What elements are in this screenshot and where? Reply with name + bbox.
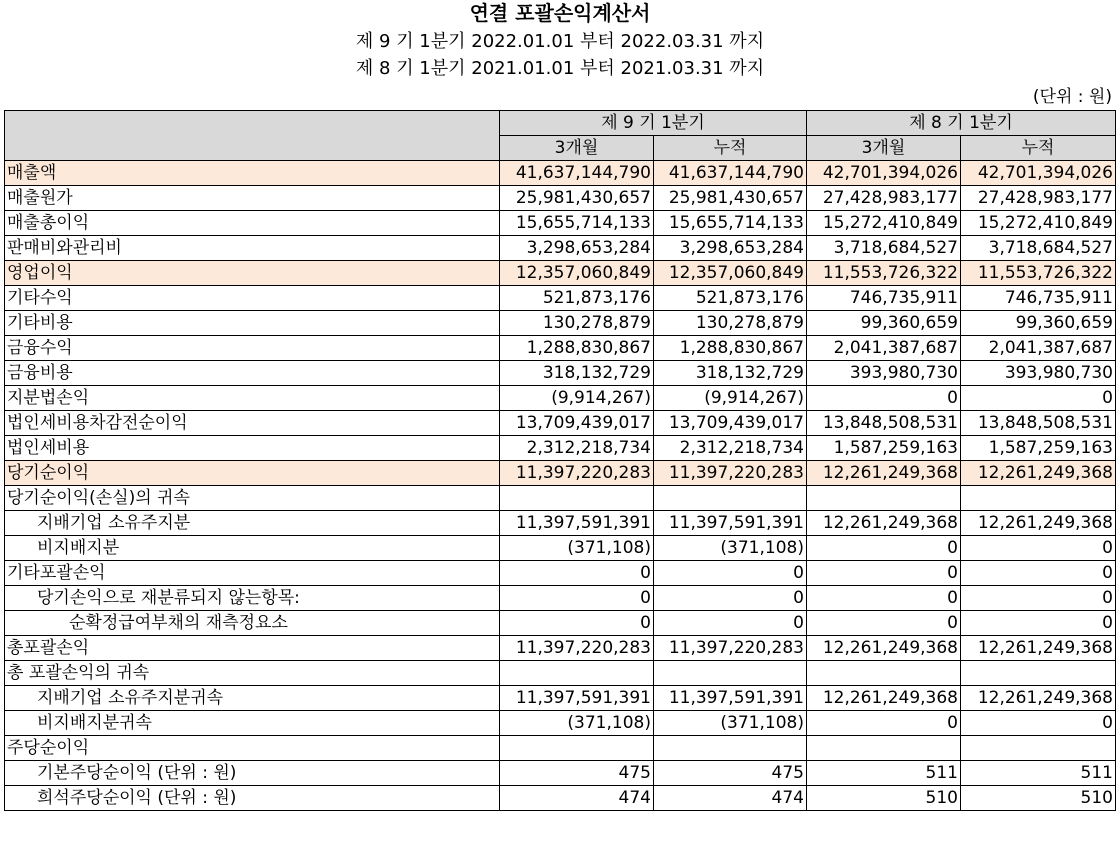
row-label: 매출원가 xyxy=(5,186,500,211)
cell-value: 510 xyxy=(807,786,961,811)
cell-value: 12,261,249,368 xyxy=(961,511,1116,536)
row-label: 주당순이익 xyxy=(5,736,500,761)
cell-value: 0 xyxy=(961,386,1116,411)
table-row xyxy=(5,736,1116,761)
table-row xyxy=(5,511,1116,536)
unit-label: (단위 : 원) xyxy=(1032,87,1112,107)
cell-value: 2,041,387,687 xyxy=(807,336,961,361)
cell-value: 393,980,730 xyxy=(807,361,961,386)
cell-value: 3,298,653,284 xyxy=(654,236,807,261)
cell-value: 2,312,218,734 xyxy=(500,436,654,461)
cell-value: 0 xyxy=(961,711,1116,736)
table-row xyxy=(5,686,1116,711)
row-label: 당기손익으로 재분류되지 않는항목: xyxy=(5,586,500,611)
header-row-groups xyxy=(5,111,1116,136)
table-row xyxy=(5,711,1116,736)
cell-value: 11,397,220,283 xyxy=(500,636,654,661)
cell-value: 0 xyxy=(654,561,807,586)
cell-value: (371,108) xyxy=(500,536,654,561)
cell-value: 12,261,249,368 xyxy=(807,461,961,486)
row-label: 총포괄손익 xyxy=(5,636,500,661)
cell-value: 0 xyxy=(807,536,961,561)
cell-value: 27,428,983,177 xyxy=(961,186,1116,211)
cell-value: 1,288,830,867 xyxy=(500,336,654,361)
cell-value xyxy=(807,661,961,686)
cell-value: 0 xyxy=(654,586,807,611)
cell-value: 42,701,394,026 xyxy=(961,161,1116,186)
cell-value xyxy=(654,661,807,686)
cell-value: 11,397,591,391 xyxy=(500,511,654,536)
table-row xyxy=(5,661,1116,686)
table-row xyxy=(5,336,1116,361)
table-row xyxy=(5,286,1116,311)
cell-value: 12,261,249,368 xyxy=(807,686,961,711)
table-row xyxy=(5,161,1116,186)
cell-value: 0 xyxy=(961,536,1116,561)
row-label: 지분법손익 xyxy=(5,386,500,411)
cell-value: 11,553,726,322 xyxy=(807,261,961,286)
cell-value: 13,848,508,531 xyxy=(807,411,961,436)
cell-value: 0 xyxy=(807,386,961,411)
table-row xyxy=(5,611,1116,636)
cell-value: 12,357,060,849 xyxy=(500,261,654,286)
cell-value: 521,873,176 xyxy=(654,286,807,311)
cell-value: 318,132,729 xyxy=(500,361,654,386)
cell-value: 511 xyxy=(807,761,961,786)
row-label: 기본주당순이익 (단위 : 원) xyxy=(5,761,500,786)
table-row xyxy=(5,386,1116,411)
row-label: 기타수익 xyxy=(5,286,500,311)
cell-value: 3,718,684,527 xyxy=(807,236,961,261)
statement-title: 연결 포괄손익계산서 xyxy=(469,1,651,25)
table-row xyxy=(5,636,1116,661)
table-row xyxy=(5,186,1116,211)
table-row xyxy=(5,236,1116,261)
cell-value: 12,261,249,368 xyxy=(961,686,1116,711)
cell-value: 25,981,430,657 xyxy=(500,186,654,211)
cell-value: 521,873,176 xyxy=(500,286,654,311)
cell-value: 2,041,387,687 xyxy=(961,336,1116,361)
cell-value: 15,655,714,133 xyxy=(500,211,654,236)
row-label: 당기순이익(손실)의 귀속 xyxy=(5,486,500,511)
cell-value: 41,637,144,790 xyxy=(654,161,807,186)
table-row xyxy=(5,461,1116,486)
cell-value: 0 xyxy=(807,711,961,736)
cell-value: 3,718,684,527 xyxy=(961,236,1116,261)
cell-value: 11,397,591,391 xyxy=(654,511,807,536)
cell-value: 0 xyxy=(961,611,1116,636)
row-label: 비지배지분 xyxy=(5,536,500,561)
cell-value: 12,261,249,368 xyxy=(961,636,1116,661)
cell-value: 2,312,218,734 xyxy=(654,436,807,461)
cell-value xyxy=(961,736,1116,761)
cell-value: 15,272,410,849 xyxy=(961,211,1116,236)
row-label: 매출총이익 xyxy=(5,211,500,236)
row-label: 지배기업 소유주지분귀속 xyxy=(5,686,500,711)
table-row xyxy=(5,411,1116,436)
cell-value: 99,360,659 xyxy=(807,311,961,336)
table-row xyxy=(5,761,1116,786)
cell-value: 318,132,729 xyxy=(654,361,807,386)
cell-value: 475 xyxy=(654,761,807,786)
table-row xyxy=(5,786,1116,811)
cell-value: (9,914,267) xyxy=(654,386,807,411)
cell-value: 1,587,259,163 xyxy=(961,436,1116,461)
cell-value: 11,553,726,322 xyxy=(961,261,1116,286)
row-label: 판매비와관리비 xyxy=(5,236,500,261)
cell-value: 746,735,911 xyxy=(807,286,961,311)
cell-value: 130,278,879 xyxy=(500,311,654,336)
cell-value: 27,428,983,177 xyxy=(807,186,961,211)
period-current: 제 9 기 1분기 2022.01.01 부터 2022.03.31 까지 xyxy=(355,31,765,52)
cell-value: 11,397,220,283 xyxy=(500,461,654,486)
table-row xyxy=(5,586,1116,611)
group-header-prior: 제 8 기 1분기 xyxy=(807,111,1116,136)
cell-value: 0 xyxy=(500,561,654,586)
cell-value: 12,261,249,368 xyxy=(807,636,961,661)
row-label: 법인세비용차감전순이익 xyxy=(5,411,500,436)
cell-value: 474 xyxy=(500,786,654,811)
cell-value: 0 xyxy=(807,586,961,611)
row-label: 기타비용 xyxy=(5,311,500,336)
cell-value: 15,272,410,849 xyxy=(807,211,961,236)
cell-value: 25,981,430,657 xyxy=(654,186,807,211)
cell-value xyxy=(807,736,961,761)
income-statement-table xyxy=(4,110,1116,811)
cell-value xyxy=(807,486,961,511)
row-label: 비지배지분귀속 xyxy=(5,711,500,736)
cell-value: 1,587,259,163 xyxy=(807,436,961,461)
cell-value: 474 xyxy=(654,786,807,811)
cell-value: 12,261,249,368 xyxy=(961,461,1116,486)
sub-header-prior-cum: 누적 xyxy=(961,136,1116,161)
cell-value: 12,261,249,368 xyxy=(807,511,961,536)
table-row xyxy=(5,436,1116,461)
table-row xyxy=(5,561,1116,586)
cell-value xyxy=(961,661,1116,686)
row-label: 금융수익 xyxy=(5,336,500,361)
cell-value: 99,360,659 xyxy=(961,311,1116,336)
table-row xyxy=(5,261,1116,286)
row-label: 순확정급여부채의 재측정요소 xyxy=(5,611,500,636)
table-row xyxy=(5,486,1116,511)
row-label: 기타포괄손익 xyxy=(5,561,500,586)
cell-value: 746,735,911 xyxy=(961,286,1116,311)
cell-value: 3,298,653,284 xyxy=(500,236,654,261)
group-header-current: 제 9 기 1분기 xyxy=(500,111,807,136)
cell-value: 13,848,508,531 xyxy=(961,411,1116,436)
cell-value xyxy=(500,486,654,511)
row-label: 금융비용 xyxy=(5,361,500,386)
cell-value xyxy=(500,661,654,686)
header-label-cell xyxy=(5,111,500,161)
cell-value xyxy=(654,736,807,761)
table-row xyxy=(5,211,1116,236)
cell-value: 11,397,591,391 xyxy=(654,686,807,711)
table-row xyxy=(5,311,1116,336)
cell-value: 0 xyxy=(961,586,1116,611)
cell-value: 511 xyxy=(961,761,1116,786)
cell-value: 130,278,879 xyxy=(654,311,807,336)
cell-value: 13,709,439,017 xyxy=(654,411,807,436)
cell-value: 11,397,591,391 xyxy=(500,686,654,711)
cell-value: 15,655,714,133 xyxy=(654,211,807,236)
sub-header-current-3m: 3개월 xyxy=(500,136,654,161)
sub-header-prior-3m: 3개월 xyxy=(807,136,961,161)
cell-value: 510 xyxy=(961,786,1116,811)
row-label: 지배기업 소유주지분 xyxy=(5,511,500,536)
row-label: 당기순이익 xyxy=(5,461,500,486)
table-row xyxy=(5,361,1116,386)
cell-value: (371,108) xyxy=(654,536,807,561)
cell-value: 393,980,730 xyxy=(961,361,1116,386)
period-prior: 제 8 기 1분기 2021.01.01 부터 2021.03.31 까지 xyxy=(355,58,765,79)
row-label: 매출액 xyxy=(5,161,500,186)
row-label: 법인세비용 xyxy=(5,436,500,461)
cell-value: (371,108) xyxy=(654,711,807,736)
cell-value: 1,288,830,867 xyxy=(654,336,807,361)
table-row xyxy=(5,536,1116,561)
row-label: 영업이익 xyxy=(5,261,500,286)
cell-value: 11,397,220,283 xyxy=(654,636,807,661)
cell-value: 11,397,220,283 xyxy=(654,461,807,486)
row-label: 희석주당순이익 (단위 : 원) xyxy=(5,786,500,811)
cell-value: 0 xyxy=(654,611,807,636)
sub-header-current-cum: 누적 xyxy=(654,136,807,161)
cell-value: (371,108) xyxy=(500,711,654,736)
cell-value: 41,637,144,790 xyxy=(500,161,654,186)
cell-value xyxy=(500,736,654,761)
cell-value: 12,357,060,849 xyxy=(654,261,807,286)
cell-value: 0 xyxy=(961,561,1116,586)
cell-value: (9,914,267) xyxy=(500,386,654,411)
cell-value: 475 xyxy=(500,761,654,786)
row-label: 총 포괄손익의 귀속 xyxy=(5,661,500,686)
cell-value xyxy=(654,486,807,511)
cell-value: 0 xyxy=(807,561,961,586)
cell-value xyxy=(961,486,1116,511)
cell-value: 13,709,439,017 xyxy=(500,411,654,436)
cell-value: 0 xyxy=(807,611,961,636)
cell-value: 0 xyxy=(500,611,654,636)
cell-value: 0 xyxy=(500,586,654,611)
cell-value: 42,701,394,026 xyxy=(807,161,961,186)
